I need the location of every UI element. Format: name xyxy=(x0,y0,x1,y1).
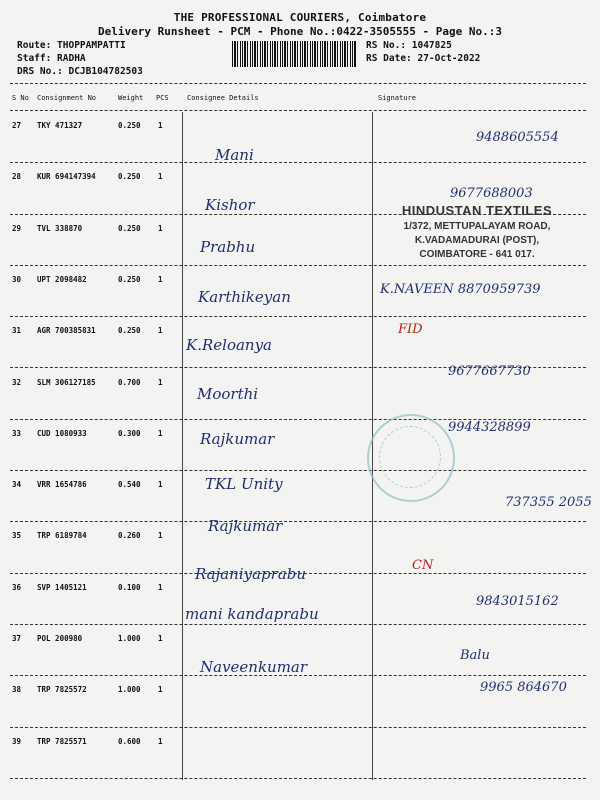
row-consignment: TRP 6189784 xyxy=(37,531,87,541)
row-consignment: SVP 1405121 xyxy=(37,582,87,592)
row-pcs: 1 xyxy=(158,223,163,233)
row-pcs: 1 xyxy=(158,634,163,643)
header-bottom-divider xyxy=(10,110,586,111)
column-separator xyxy=(372,163,373,215)
column-separator xyxy=(372,574,373,626)
row-sno: 30 xyxy=(12,274,22,284)
row-consignment: TVL 338870 xyxy=(37,223,83,233)
table-row xyxy=(0,728,600,780)
rs-date: RS Date: 27-Oct-2022 xyxy=(366,53,481,64)
row-pcs: 1 xyxy=(158,172,163,182)
stamp-line-4: COIMBATORE - 641 017. xyxy=(419,249,535,260)
row-consignment: SLM 306127185 xyxy=(37,377,96,387)
col-consignee: Consignee Details xyxy=(187,94,259,102)
row-pcs: 1 xyxy=(158,685,163,695)
column-separator xyxy=(182,317,183,369)
col-sno: S No xyxy=(12,94,29,102)
row-consignment: KUR 694147394 xyxy=(37,172,96,182)
signature-handwriting: 9944328899 xyxy=(448,420,531,435)
consignee-handwriting: Kishor xyxy=(205,196,255,214)
row-pcs: 1 xyxy=(158,326,163,336)
route-label: Route: THOPPAMPATTI xyxy=(17,40,126,51)
row-weight: 0.700 xyxy=(118,377,141,387)
row-consignment: UPT 2098482 xyxy=(37,274,87,284)
column-separator xyxy=(182,112,183,164)
row-consignment: AGR 700385831 xyxy=(37,326,96,336)
row-sno: 37 xyxy=(12,634,22,643)
col-consignment: Consignment No xyxy=(37,94,97,102)
row-consignment: TRP 7825572 xyxy=(37,685,87,695)
column-separator xyxy=(182,625,183,677)
row-pcs: 1 xyxy=(158,121,163,130)
column-separator xyxy=(182,266,183,318)
row-weight: 0.600 xyxy=(118,736,141,746)
row-sno: 32 xyxy=(12,377,22,387)
row-sno: 31 xyxy=(12,326,22,336)
row-pcs: 1 xyxy=(158,274,163,284)
runsheet-subtitle: Delivery Runsheet - PCM - Phone No.:0422-3505555 - Page No.:3 xyxy=(98,25,502,38)
row-sno: 38 xyxy=(12,685,22,695)
signature-handwriting: CN xyxy=(412,558,434,573)
column-separator xyxy=(372,676,373,728)
column-separator xyxy=(182,728,183,780)
row-consignment: VRR 1654786 xyxy=(37,480,87,490)
barcode xyxy=(232,41,356,67)
company-stamp xyxy=(382,203,572,260)
row-weight: 0.260 xyxy=(118,531,141,541)
row-divider xyxy=(10,778,586,779)
row-pcs: 1 xyxy=(158,377,163,387)
staff-label: Staff: RADHA xyxy=(17,53,86,64)
header-divider xyxy=(10,83,586,84)
row-sno: 29 xyxy=(12,223,22,233)
row-sno: 27 xyxy=(12,121,22,130)
company-title: THE PROFESSIONAL COURIERS, Coimbatore xyxy=(173,11,427,24)
column-separator xyxy=(182,471,183,523)
column-separator xyxy=(182,522,183,574)
col-signature: Signature xyxy=(378,94,416,102)
consignee-handwriting: Karthikeyan xyxy=(198,288,291,306)
signature-handwriting: Balu xyxy=(460,648,490,663)
col-weight: Weight xyxy=(118,94,144,102)
column-separator xyxy=(372,728,373,780)
consignee-handwriting: Rajkumar xyxy=(200,430,275,448)
row-pcs: 1 xyxy=(158,736,163,746)
column-separator xyxy=(372,625,373,677)
consignee-handwriting: Rajaniyaprabu xyxy=(195,565,307,583)
signature-handwriting: 9677688003 xyxy=(450,186,533,201)
column-separator xyxy=(182,574,183,626)
signature-handwriting: K.NAVEEN 8870959739 xyxy=(380,282,541,297)
signature-handwriting: 9965 864670 xyxy=(480,680,567,695)
row-pcs: 1 xyxy=(158,428,163,438)
consignee-handwriting: K.Reloanya xyxy=(186,336,272,354)
row-weight: 0.250 xyxy=(118,326,141,336)
row-sno: 28 xyxy=(12,172,22,182)
column-separator xyxy=(182,215,183,267)
stamp-line-1: HINDUSTAN TEXTILES xyxy=(401,203,553,218)
row-consignment: TRP 7825571 xyxy=(37,736,87,746)
row-weight: 0.250 xyxy=(118,223,141,233)
column-separator xyxy=(372,369,373,421)
signature-handwriting: 737355 2055 xyxy=(505,495,592,510)
consignee-handwriting: Naveenkumar xyxy=(200,658,308,676)
row-consignment: POL 200980 xyxy=(37,634,83,643)
row-pcs: 1 xyxy=(158,582,163,592)
row-sno: 33 xyxy=(12,428,22,438)
row-weight: 0.250 xyxy=(118,274,141,284)
drs-number: DRS No.: DCJB104782503 xyxy=(17,66,143,77)
row-sno: 35 xyxy=(12,531,22,541)
row-weight: 1.000 xyxy=(118,685,141,695)
row-sno: 39 xyxy=(12,736,22,746)
stamp-line-3: K.VADAMADURAI (POST), xyxy=(414,235,540,246)
consignee-handwriting: Mani xyxy=(215,146,254,164)
column-separator xyxy=(182,676,183,728)
table-row xyxy=(0,317,600,369)
consignee-handwriting: Prabhu xyxy=(200,238,256,256)
row-weight: 0.300 xyxy=(118,428,141,438)
col-pcs: PCS xyxy=(156,94,169,102)
column-separator xyxy=(182,163,183,215)
signature-handwriting: 9488605554 xyxy=(476,130,559,145)
stamp-line-2: 1/372, METTUPALAYAM ROAD, xyxy=(403,221,551,232)
row-weight: 0.250 xyxy=(118,172,141,182)
row-pcs: 1 xyxy=(158,531,163,541)
row-sno: 36 xyxy=(12,582,22,592)
column-separator xyxy=(372,215,373,267)
row-weight: 0.100 xyxy=(118,582,141,592)
column-separator xyxy=(182,420,183,472)
row-weight: 0.250 xyxy=(118,121,141,130)
signature-handwriting: FID xyxy=(398,322,423,337)
column-separator xyxy=(182,369,183,421)
column-separator xyxy=(372,266,373,318)
row-pcs: 1 xyxy=(158,480,163,490)
row-weight: 0.540 xyxy=(118,480,141,490)
signature-handwriting: 9843015162 xyxy=(476,594,559,609)
column-separator xyxy=(372,112,373,164)
signature-handwriting: 9677667730 xyxy=(448,364,531,379)
consignee-handwriting: mani kandaprabu xyxy=(185,605,319,623)
row-consignment: TKY 471327 xyxy=(37,121,83,130)
row-weight: 1.000 xyxy=(118,634,141,643)
row-sno: 34 xyxy=(12,480,22,490)
row-consignment: CUD 1080933 xyxy=(37,428,87,438)
consignee-handwriting: Moorthi xyxy=(197,385,259,403)
consignee-handwriting: TKL Unity xyxy=(205,475,283,493)
round-seal xyxy=(367,414,455,502)
consignee-handwriting: Rajkumar xyxy=(208,517,283,535)
column-separator xyxy=(372,522,373,574)
rs-number: RS No.: 1047825 xyxy=(366,40,452,51)
column-separator xyxy=(372,317,373,369)
